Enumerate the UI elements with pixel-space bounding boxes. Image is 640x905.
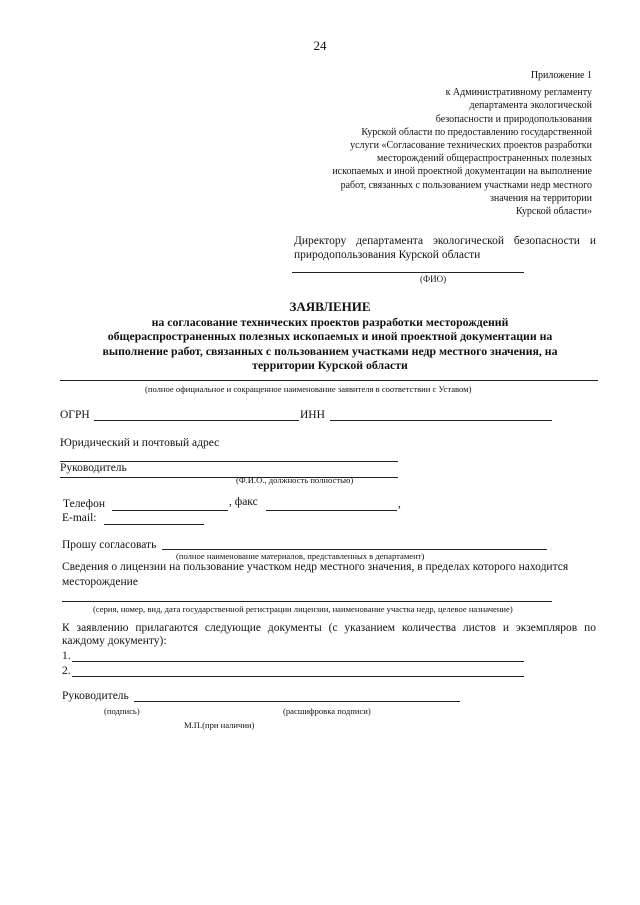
ogrn-label: ОГРН (60, 409, 90, 421)
attachments-text-line-1: К заявлению прилагаются следующие документы (с указанием количества листов и экземпляров по (62, 622, 596, 634)
appendix-line: к Административному регламенту (445, 87, 592, 99)
fax-trailing-comma: , (398, 498, 401, 510)
appendix-line: ископаемых и иной проектной документации на выполнение (332, 166, 592, 178)
license-field-line[interactable] (62, 601, 552, 602)
fio-caption: (ФИО) (420, 274, 447, 284)
signature-caption: (подпись) (104, 706, 140, 716)
addressee-block (294, 234, 596, 262)
phone-field-line[interactable] (112, 510, 228, 511)
license-caption: (серия, номер, вид, дата государственной регистрации лицензии, наименование участка недр, целевое назначение) (93, 604, 513, 614)
appendix-block (292, 69, 592, 218)
request-caption: (полное наименование материалов, представленных в департамент) (176, 551, 425, 561)
email-field-line[interactable] (104, 524, 204, 525)
fax-field-line[interactable] (266, 510, 397, 511)
appendix-line: услуги «Согласование технических проектов разработки (350, 140, 592, 152)
appendix-title: Приложение 1 (530, 70, 592, 81)
attachment-item-1-line[interactable] (72, 661, 524, 662)
email-label: E-mail: (62, 512, 97, 524)
addressee-line-1: Директору департамента экологической безопасности и (294, 235, 596, 247)
title-line: общераспространенных полезных ископаемых и иной проектной документации на (107, 329, 553, 344)
appendix-line: безопасности и природопользования (435, 113, 592, 125)
ogrn-field-line[interactable] (94, 420, 299, 421)
document-title (60, 300, 600, 373)
inn-label: ИНН (300, 409, 325, 421)
applicant-name-line[interactable] (60, 380, 598, 381)
appendix-line: работ, связанных с пользованием участками недр местного (340, 179, 592, 191)
title-main: ЗАЯВЛЕНИЕ (289, 299, 371, 314)
title-line: выполнение работ, связанных с пользованием участками недр местного значения, на (102, 343, 558, 358)
title-line: на согласование технических проектов разработки месторождений (151, 314, 509, 329)
signature-decode-caption: (расшифровка подписи) (283, 706, 371, 716)
applicant-caption: (полное официальное и сокращенное наименование заявителя в соответствии с Уставом) (145, 384, 472, 394)
head-label: Руководитель (60, 462, 127, 474)
appendix-line: значения на территории (489, 192, 592, 204)
attachment-item-2-label: 2. (62, 665, 71, 677)
head-caption: (Ф.И.О., должность полностью) (236, 475, 354, 485)
inn-field-line[interactable] (330, 420, 552, 421)
stamp-caption: М.П.(при наличии) (184, 720, 255, 730)
page-number: 24 (313, 38, 327, 53)
signature-field-line[interactable] (134, 701, 460, 702)
attachment-item-2-line[interactable] (72, 676, 524, 677)
address-label: Юридический и почтовый адрес (60, 437, 220, 449)
license-text-line-1: Сведения о лицензии на пользование участком недр местного значения, в пределах которого находится (62, 561, 569, 573)
appendix-line: департамента экологической (469, 100, 592, 112)
fax-label: , факс (229, 496, 258, 508)
fio-field-line[interactable] (292, 272, 524, 273)
appendix-line: Курской области по предоставлению государственной (361, 126, 592, 138)
signature-head-label: Руководитель (62, 690, 129, 702)
request-field-line[interactable] (162, 549, 547, 550)
title-line: территории Курской области (252, 358, 408, 373)
request-label: Прошу согласовать (62, 539, 157, 551)
license-text-line-2: месторождение (62, 576, 138, 588)
addressee-line-2: природопользования Курской области (294, 249, 481, 261)
attachments-text-line-2: каждому документу): (62, 635, 167, 647)
appendix-line: месторождений общераспространенных полезных (376, 153, 592, 165)
attachment-item-1-label: 1. (62, 650, 71, 662)
phone-label: Телефон (63, 498, 106, 510)
appendix-line: Курской области» (516, 206, 592, 218)
